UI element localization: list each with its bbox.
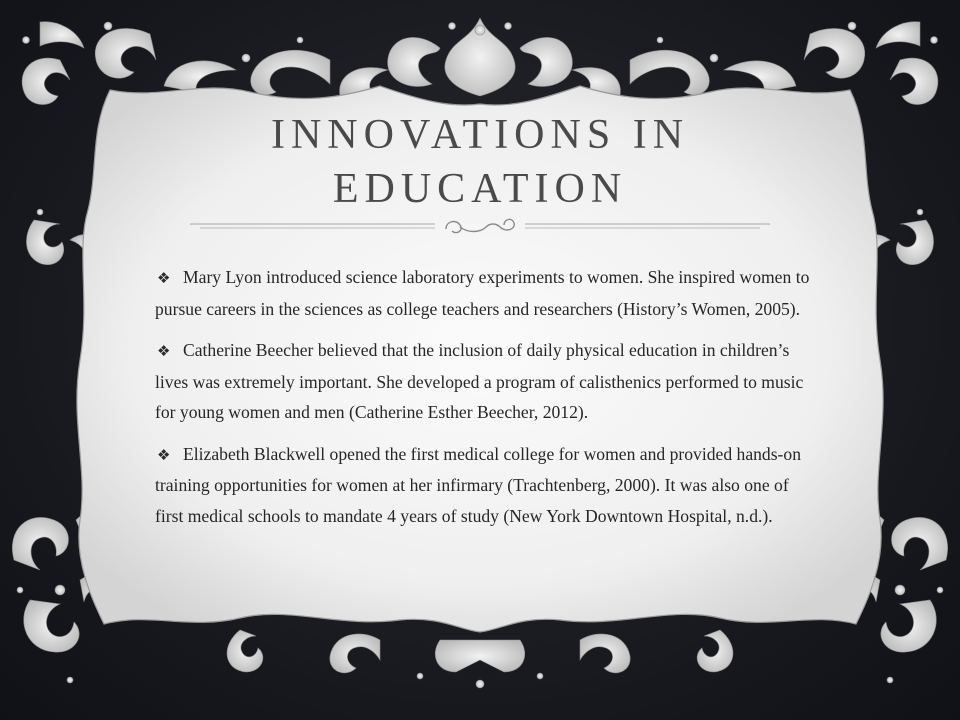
slide-title-line-1: INNOVATIONS IN (270, 112, 690, 158)
swirl-divider-icon (446, 219, 514, 232)
diamond-bullet-icon: ❖ (157, 445, 171, 464)
bullet-text: Catherine Beecher believed that the inclusion of daily physical education in children’s lives was extremely important. She developed a program of calisthenics performed to music for young women and men (Catherine Esther Beecher, 2012). (155, 340, 804, 422)
bullet-text: Elizabeth Blackwell opened the first medical college for women and provided hands-on training opportunities for women at her infirmary (Trachtenberg, 2000). It was also one of first medical schools to mandate 4 years of study (New York Downtown Hospital, n.d.). (155, 443, 802, 526)
bullet-list (155, 262, 815, 542)
bullet-item (155, 439, 815, 532)
slide-title (150, 108, 810, 216)
title-divider (190, 215, 770, 239)
bullet-text: Mary Lyon introduced science laboratory experiments to women. She inspired women to pursue careers in the sciences as college teachers and researchers (History’s Women, 2005). (155, 267, 810, 319)
bullet-item (155, 335, 815, 428)
diamond-bullet-icon: ❖ (157, 269, 171, 287)
slide-title-line-2: EDUCATION (332, 166, 628, 212)
diamond-bullet-icon: ❖ (157, 342, 171, 360)
bullet-item (155, 262, 815, 324)
